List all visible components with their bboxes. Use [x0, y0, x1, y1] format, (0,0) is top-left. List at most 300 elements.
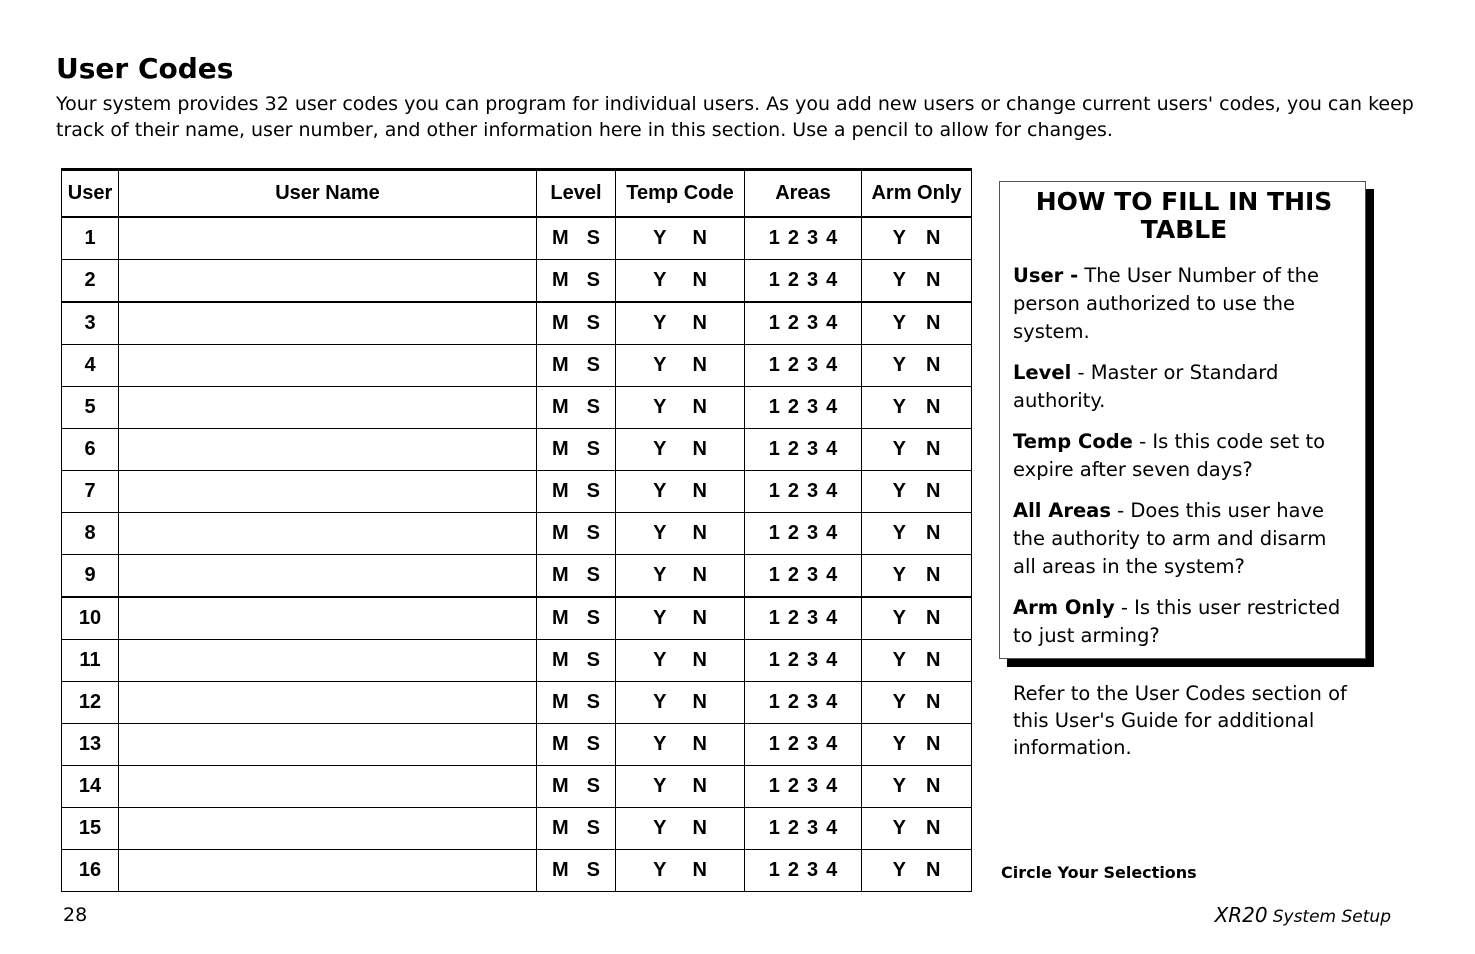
area-option[interactable]: 3: [807, 396, 819, 418]
temp-code-cell: [616, 387, 745, 429]
level-cell: [537, 302, 616, 345]
howto-item-temp-code: [1013, 428, 1355, 484]
area-option[interactable]: 4: [826, 564, 838, 586]
temp-code-option[interactable]: N: [692, 438, 707, 460]
area-option[interactable]: 2: [787, 354, 799, 376]
level-option[interactable]: M: [551, 227, 569, 249]
arm-only-cell: [862, 682, 972, 724]
area-cell: [745, 260, 862, 303]
table-row: [62, 471, 972, 513]
level-option[interactable]: S: [586, 733, 600, 755]
area-option[interactable]: 1: [768, 354, 780, 376]
level-cell: [537, 555, 616, 598]
level-option[interactable]: M: [551, 817, 569, 839]
howto-term: Temp Code: [1013, 430, 1133, 453]
temp-code-option[interactable]: N: [692, 859, 707, 881]
footer-model: XR20: [1214, 903, 1268, 927]
table-row: [62, 429, 972, 471]
arm-only-option[interactable]: N: [925, 354, 941, 376]
table-header-row: [62, 170, 972, 218]
area-option[interactable]: 2: [787, 480, 799, 502]
arm-only-option[interactable]: Y: [892, 269, 906, 291]
area-option[interactable]: 1: [768, 396, 780, 418]
arm-only-cell: [862, 640, 972, 682]
temp-code-option[interactable]: Y: [653, 480, 667, 502]
table-row: [62, 387, 972, 429]
level-option[interactable]: M: [551, 396, 569, 418]
temp-code-cell: [616, 555, 745, 598]
level-option[interactable]: M: [551, 354, 569, 376]
arm-only-option[interactable]: Y: [892, 438, 906, 460]
temp-code-option[interactable]: Y: [653, 227, 667, 249]
user-name-cell[interactable]: [119, 724, 537, 766]
user-name-cell[interactable]: [119, 513, 537, 555]
temp-code-option[interactable]: Y: [653, 269, 667, 291]
arm-only-option[interactable]: N: [925, 775, 941, 797]
area-option[interactable]: 3: [807, 480, 819, 502]
level-option[interactable]: M: [551, 312, 569, 334]
level-cell: [537, 850, 616, 892]
area-option[interactable]: 1: [768, 480, 780, 502]
arm-only-cell: [862, 217, 972, 260]
arm-only-cell: [862, 471, 972, 513]
area-option[interactable]: 3: [807, 269, 819, 291]
area-option[interactable]: 3: [807, 691, 819, 713]
table-row: [62, 217, 972, 260]
howto-item-user: [1013, 262, 1355, 346]
arm-only-cell: [862, 766, 972, 808]
level-cell: [537, 724, 616, 766]
arm-only-option[interactable]: N: [925, 438, 941, 460]
arm-only-option[interactable]: N: [925, 227, 941, 249]
level-cell: [537, 682, 616, 724]
howto-desc: - Does this user have the authority to arm and disarm all areas in the system?: [1013, 499, 1327, 578]
level-cell: [537, 597, 616, 640]
level-option[interactable]: S: [586, 859, 600, 881]
intro-paragraph: Your system provides 32 user codes you can program for individual users. As you add new users or change current users' codes, you can keep track of their name, user number, and other information here in this section. Use a pencil to allow for changes.: [56, 93, 1414, 141]
area-option[interactable]: 4: [826, 859, 838, 881]
table-row: [62, 597, 972, 640]
header-areas: Areas: [745, 170, 862, 218]
table-row: [62, 260, 972, 303]
user-name-cell[interactable]: [119, 597, 537, 640]
table-row: [62, 808, 972, 850]
arm-only-option[interactable]: N: [925, 312, 941, 334]
area-option[interactable]: 1: [768, 817, 780, 839]
level-option[interactable]: M: [551, 269, 569, 291]
arm-only-option[interactable]: Y: [892, 227, 906, 249]
temp-code-option[interactable]: N: [692, 691, 707, 713]
area-cell: [745, 808, 862, 850]
level-cell: [537, 345, 616, 387]
area-option[interactable]: 1: [768, 859, 780, 881]
temp-code-option[interactable]: N: [692, 269, 707, 291]
user-number-cell: 8: [62, 513, 119, 555]
temp-code-option[interactable]: N: [692, 312, 707, 334]
user-number-cell: 13: [62, 724, 119, 766]
user-number-cell: 11: [62, 640, 119, 682]
temp-code-option[interactable]: Y: [653, 859, 667, 881]
area-cell: [745, 724, 862, 766]
user-name-cell[interactable]: [119, 640, 537, 682]
header-temp-code: Temp Code: [616, 170, 745, 218]
level-option[interactable]: S: [586, 649, 600, 671]
temp-code-cell: [616, 471, 745, 513]
area-option[interactable]: 4: [826, 480, 838, 502]
table-row: [62, 724, 972, 766]
user-number-cell: 1: [62, 217, 119, 260]
temp-code-option[interactable]: Y: [653, 817, 667, 839]
temp-code-option[interactable]: N: [692, 733, 707, 755]
user-number-cell: 10: [62, 597, 119, 640]
level-option[interactable]: M: [551, 859, 569, 881]
level-option[interactable]: S: [586, 480, 600, 502]
area-option[interactable]: 1: [768, 312, 780, 334]
level-cell: [537, 766, 616, 808]
temp-code-cell: [616, 850, 745, 892]
user-name-cell[interactable]: [119, 345, 537, 387]
temp-code-cell: [616, 345, 745, 387]
area-option[interactable]: 2: [787, 649, 799, 671]
table-row: [62, 766, 972, 808]
level-option[interactable]: M: [551, 522, 569, 544]
area-option[interactable]: 1: [768, 733, 780, 755]
howto-desc: - Master or Standard authority.: [1013, 361, 1279, 412]
area-option[interactable]: 2: [787, 564, 799, 586]
level-option[interactable]: S: [586, 269, 600, 291]
table-row: [62, 345, 972, 387]
level-cell: [537, 387, 616, 429]
level-option[interactable]: S: [586, 522, 600, 544]
circle-selections-note: Circle Your Selections: [1001, 863, 1197, 882]
area-option[interactable]: 4: [826, 691, 838, 713]
temp-code-option[interactable]: N: [692, 775, 707, 797]
arm-only-option[interactable]: Y: [892, 859, 906, 881]
arm-only-option[interactable]: Y: [892, 607, 906, 629]
area-option[interactable]: 3: [807, 859, 819, 881]
arm-only-option[interactable]: Y: [892, 354, 906, 376]
area-option[interactable]: 1: [768, 269, 780, 291]
arm-only-option[interactable]: Y: [892, 564, 906, 586]
user-name-cell[interactable]: [119, 429, 537, 471]
temp-code-cell: [616, 808, 745, 850]
arm-only-cell: [862, 513, 972, 555]
area-option[interactable]: 3: [807, 607, 819, 629]
level-option[interactable]: S: [586, 817, 600, 839]
arm-only-cell: [862, 597, 972, 640]
temp-code-option[interactable]: N: [692, 396, 707, 418]
area-cell: [745, 597, 862, 640]
area-option[interactable]: 2: [787, 733, 799, 755]
area-option[interactable]: 2: [787, 691, 799, 713]
temp-code-cell: [616, 724, 745, 766]
temp-code-option[interactable]: N: [692, 817, 707, 839]
level-option[interactable]: M: [551, 733, 569, 755]
user-number-cell: 2: [62, 260, 119, 303]
header-user-name: User Name: [119, 170, 537, 218]
area-option[interactable]: 2: [787, 775, 799, 797]
area-cell: [745, 513, 862, 555]
user-name-cell[interactable]: [119, 302, 537, 345]
user-number-cell: 7: [62, 471, 119, 513]
level-cell: [537, 808, 616, 850]
user-name-cell[interactable]: [119, 260, 537, 303]
temp-code-option[interactable]: Y: [653, 775, 667, 797]
level-option[interactable]: M: [551, 564, 569, 586]
area-cell: [745, 766, 862, 808]
howto-term: Level: [1013, 361, 1072, 384]
area-option[interactable]: 1: [768, 522, 780, 544]
area-option[interactable]: 2: [787, 396, 799, 418]
area-option[interactable]: 2: [787, 607, 799, 629]
howto-desc: The User Number of the person authorized to use the system.: [1013, 264, 1320, 343]
area-cell: [745, 471, 862, 513]
level-option[interactable]: S: [586, 564, 600, 586]
arm-only-option[interactable]: Y: [892, 312, 906, 334]
temp-code-cell: [616, 302, 745, 345]
howto-term: Arm Only: [1013, 596, 1115, 619]
area-cell: [745, 640, 862, 682]
level-option[interactable]: M: [551, 480, 569, 502]
arm-only-cell: [862, 345, 972, 387]
area-cell: [745, 850, 862, 892]
table-body: [62, 217, 972, 892]
user-number-cell: 4: [62, 345, 119, 387]
area-option[interactable]: 4: [826, 649, 838, 671]
temp-code-option[interactable]: N: [692, 607, 707, 629]
area-option[interactable]: 3: [807, 438, 819, 460]
arm-only-cell: [862, 724, 972, 766]
user-name-cell[interactable]: [119, 682, 537, 724]
temp-code-option[interactable]: Y: [653, 607, 667, 629]
area-option[interactable]: 4: [826, 396, 838, 418]
howto-item-level: [1013, 359, 1355, 415]
user-number-cell: 3: [62, 302, 119, 345]
page-title: User Codes: [56, 52, 234, 85]
temp-code-cell: [616, 260, 745, 303]
arm-only-option[interactable]: N: [925, 480, 941, 502]
area-option[interactable]: 1: [768, 438, 780, 460]
howto-desc: - Is this code set to expire after seven days?: [1013, 430, 1326, 481]
area-option[interactable]: 4: [826, 607, 838, 629]
area-option[interactable]: 4: [826, 438, 838, 460]
area-option[interactable]: 1: [768, 227, 780, 249]
header-user: User: [62, 170, 119, 218]
user-name-cell[interactable]: [119, 471, 537, 513]
arm-only-option[interactable]: Y: [892, 480, 906, 502]
area-cell: [745, 429, 862, 471]
level-cell: [537, 471, 616, 513]
area-option[interactable]: 2: [787, 522, 799, 544]
temp-code-cell: [616, 429, 745, 471]
area-option[interactable]: 4: [826, 522, 838, 544]
arm-only-option[interactable]: Y: [892, 522, 906, 544]
page-number: 28: [63, 904, 88, 926]
arm-only-option[interactable]: N: [925, 649, 941, 671]
arm-only-option[interactable]: Y: [892, 396, 906, 418]
area-option[interactable]: 1: [768, 607, 780, 629]
arm-only-option[interactable]: Y: [892, 733, 906, 755]
area-option[interactable]: 2: [787, 227, 799, 249]
temp-code-option[interactable]: Y: [653, 564, 667, 586]
temp-code-option[interactable]: Y: [653, 396, 667, 418]
area-cell: [745, 302, 862, 345]
level-option[interactable]: S: [586, 312, 600, 334]
area-option[interactable]: 2: [787, 859, 799, 881]
temp-code-option[interactable]: Y: [653, 354, 667, 376]
arm-only-option[interactable]: N: [925, 564, 941, 586]
level-option[interactable]: S: [586, 438, 600, 460]
arm-only-cell: [862, 429, 972, 471]
arm-only-option[interactable]: N: [925, 607, 941, 629]
area-option[interactable]: 1: [768, 775, 780, 797]
arm-only-option[interactable]: Y: [892, 817, 906, 839]
area-option[interactable]: 1: [768, 564, 780, 586]
table-row: [62, 850, 972, 892]
temp-code-option[interactable]: N: [692, 564, 707, 586]
area-option[interactable]: 2: [787, 817, 799, 839]
temp-code-cell: [616, 682, 745, 724]
table-row: [62, 513, 972, 555]
level-cell: [537, 217, 616, 260]
area-option[interactable]: 1: [768, 691, 780, 713]
temp-code-option[interactable]: Y: [653, 691, 667, 713]
level-option[interactable]: S: [586, 227, 600, 249]
user-name-cell[interactable]: [119, 555, 537, 598]
arm-only-option[interactable]: N: [925, 269, 941, 291]
arm-only-option[interactable]: N: [925, 396, 941, 418]
arm-only-option[interactable]: Y: [892, 691, 906, 713]
arm-only-cell: [862, 387, 972, 429]
area-cell: [745, 217, 862, 260]
area-option[interactable]: 3: [807, 649, 819, 671]
user-name-cell[interactable]: [119, 850, 537, 892]
level-option[interactable]: M: [551, 649, 569, 671]
area-option[interactable]: 3: [807, 227, 819, 249]
area-option[interactable]: 3: [807, 817, 819, 839]
arm-only-option[interactable]: N: [925, 691, 941, 713]
temp-code-option[interactable]: N: [692, 227, 707, 249]
arm-only-cell: [862, 260, 972, 303]
area-option[interactable]: 4: [826, 227, 838, 249]
level-option[interactable]: S: [586, 354, 600, 376]
temp-code-option[interactable]: Y: [653, 522, 667, 544]
level-option[interactable]: S: [586, 775, 600, 797]
arm-only-cell: [862, 555, 972, 598]
temp-code-cell: [616, 597, 745, 640]
header-arm-only: Arm Only: [862, 170, 972, 218]
arm-only-option[interactable]: N: [925, 733, 941, 755]
level-cell: [537, 513, 616, 555]
temp-code-option[interactable]: N: [692, 649, 707, 671]
table-row: [62, 302, 972, 345]
arm-only-option[interactable]: N: [925, 859, 941, 881]
footer-text: System Setup: [1272, 907, 1391, 927]
user-number-cell: 9: [62, 555, 119, 598]
arm-only-option[interactable]: N: [925, 817, 941, 839]
temp-code-option[interactable]: N: [692, 522, 707, 544]
area-option[interactable]: 3: [807, 733, 819, 755]
header-level: Level: [537, 170, 616, 218]
table-row: [62, 682, 972, 724]
user-codes-table: [61, 168, 972, 892]
arm-only-option[interactable]: Y: [892, 649, 906, 671]
arm-only-cell: [862, 302, 972, 345]
area-option[interactable]: 4: [826, 775, 838, 797]
area-cell: [745, 345, 862, 387]
level-cell: [537, 260, 616, 303]
user-name-cell[interactable]: [119, 387, 537, 429]
level-option[interactable]: S: [586, 607, 600, 629]
temp-code-cell: [616, 217, 745, 260]
temp-code-option[interactable]: Y: [653, 649, 667, 671]
how-to-fill-box: [999, 181, 1366, 659]
area-option[interactable]: 2: [787, 269, 799, 291]
arm-only-cell: [862, 808, 972, 850]
area-option[interactable]: 4: [826, 817, 838, 839]
area-option[interactable]: 3: [807, 312, 819, 334]
temp-code-cell: [616, 513, 745, 555]
temp-code-cell: [616, 640, 745, 682]
level-option[interactable]: S: [586, 396, 600, 418]
temp-code-option[interactable]: Y: [653, 312, 667, 334]
temp-code-cell: [616, 766, 745, 808]
area-cell: [745, 555, 862, 598]
user-number-cell: 15: [62, 808, 119, 850]
temp-code-option[interactable]: Y: [653, 733, 667, 755]
user-number-cell: 12: [62, 682, 119, 724]
area-cell: [745, 682, 862, 724]
temp-code-option[interactable]: N: [692, 480, 707, 502]
level-cell: [537, 429, 616, 471]
temp-code-option[interactable]: N: [692, 354, 707, 376]
area-option[interactable]: 2: [787, 312, 799, 334]
arm-only-option[interactable]: N: [925, 522, 941, 544]
user-name-cell[interactable]: [119, 766, 537, 808]
arm-only-cell: [862, 850, 972, 892]
level-option[interactable]: M: [551, 691, 569, 713]
area-option[interactable]: 3: [807, 354, 819, 376]
level-cell: [537, 640, 616, 682]
howto-desc: - Is this user restricted to just arming?: [1013, 596, 1341, 647]
level-option[interactable]: M: [551, 438, 569, 460]
area-cell: [745, 387, 862, 429]
user-number-cell: 16: [62, 850, 119, 892]
how-to-title: HOW TO FILL IN THIS TABLE: [1035, 187, 1333, 244]
user-number-cell: 5: [62, 387, 119, 429]
table-row: [62, 555, 972, 598]
user-name-cell[interactable]: [119, 808, 537, 850]
area-option[interactable]: 4: [826, 354, 838, 376]
area-option[interactable]: 2: [787, 438, 799, 460]
area-option[interactable]: 3: [807, 775, 819, 797]
area-option[interactable]: 1: [768, 649, 780, 671]
area-option[interactable]: 4: [826, 733, 838, 755]
howto-item-all-areas: [1013, 497, 1355, 581]
refer-note: Refer to the User Codes section of this User's Guide for additional information.: [1013, 682, 1347, 759]
user-name-cell[interactable]: [119, 217, 537, 260]
area-option[interactable]: 3: [807, 522, 819, 544]
footer-title: [1215, 903, 1391, 927]
area-option[interactable]: 4: [826, 269, 838, 291]
level-option[interactable]: M: [551, 775, 569, 797]
area-option[interactable]: 4: [826, 312, 838, 334]
level-option[interactable]: S: [586, 691, 600, 713]
area-option[interactable]: 3: [807, 564, 819, 586]
temp-code-option[interactable]: Y: [653, 438, 667, 460]
level-option[interactable]: M: [551, 607, 569, 629]
arm-only-option[interactable]: Y: [892, 775, 906, 797]
